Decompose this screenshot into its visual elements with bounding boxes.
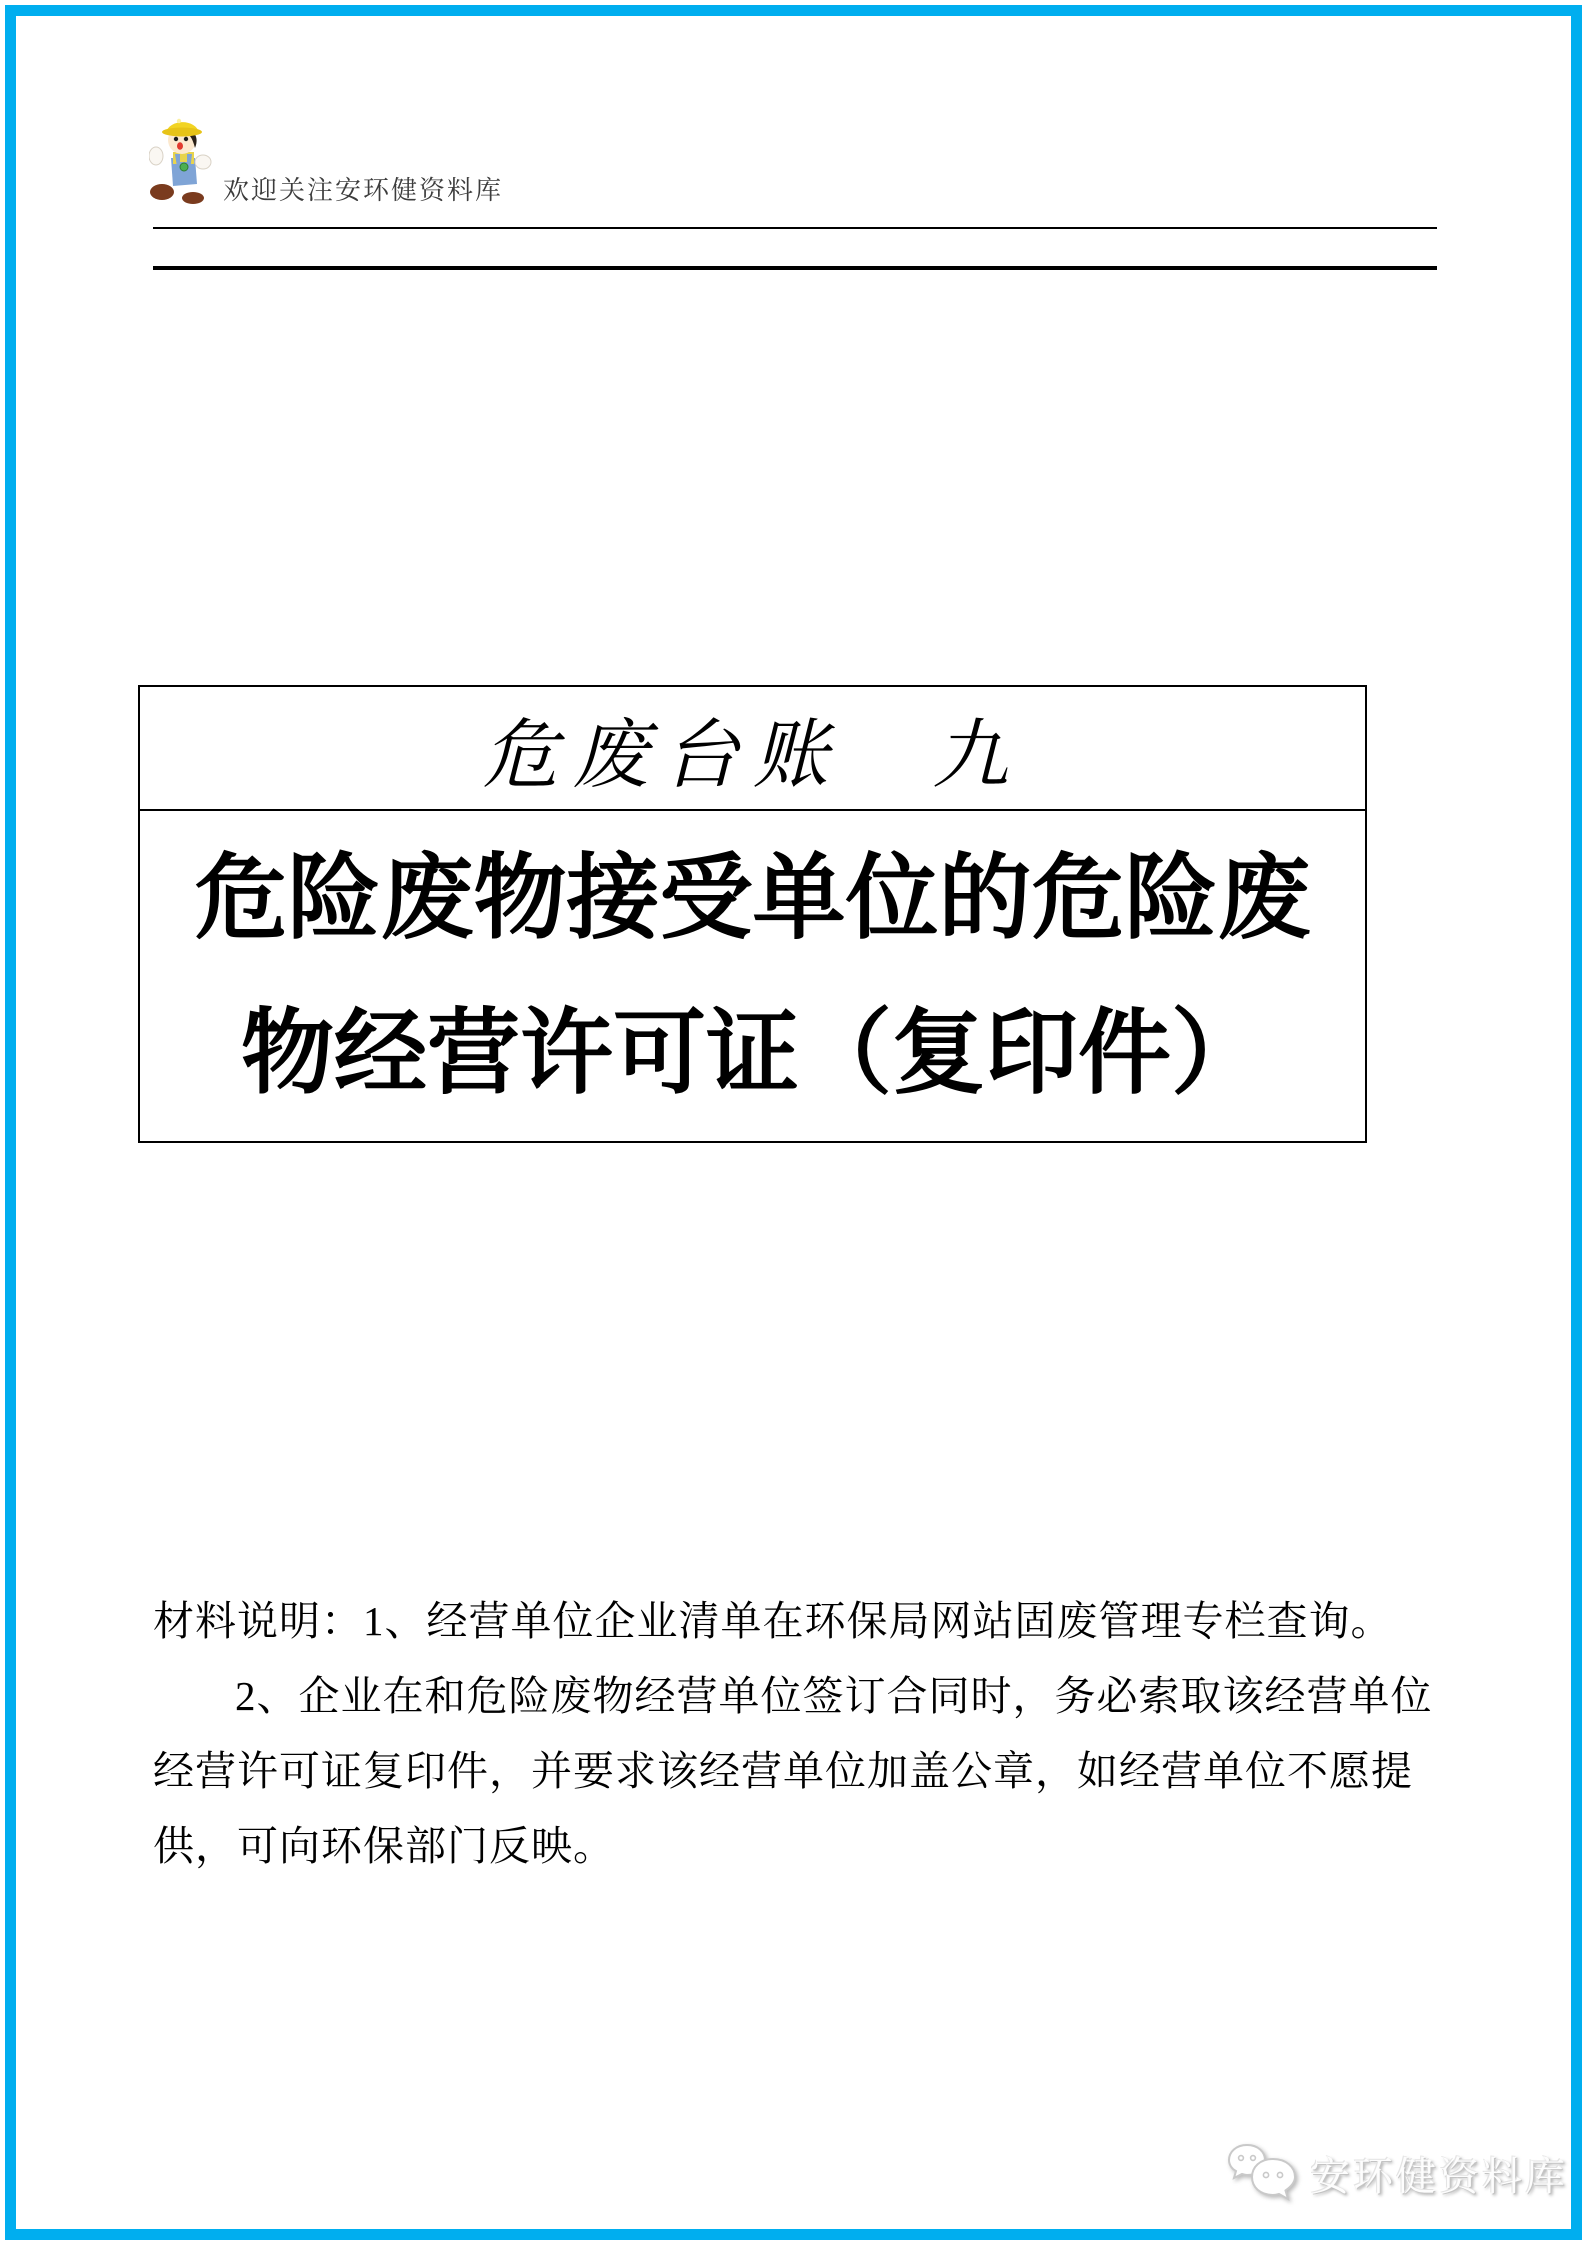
document-title-line2: 物经营许可证（复印件） — [241, 1001, 1264, 1105]
material-note-line: 2、企业在和危险废物经营单位签订合同时，务必索取该经营单位 — [235, 1673, 1433, 1719]
divider-thin-rule — [153, 227, 1437, 229]
document-title — [140, 811, 1365, 1141]
title-box — [138, 685, 1367, 1143]
wechat-bubbles-icon — [1226, 2141, 1298, 2205]
material-note-line: 经营许可证复印件，并要求该经营单位加盖公章，如经营单位不愿提 — [153, 1748, 1413, 1794]
material-note — [153, 1584, 1437, 1884]
safety-worker-mascot-icon — [149, 110, 213, 204]
watermark-text: 安环健资料库 — [1310, 2153, 1568, 2199]
document-title-line1: 危险废物接受单位的危险废 — [194, 846, 1311, 950]
material-note-line: 供，可向环保部门反映。 — [153, 1823, 615, 1869]
welcome-banner-text: 欢迎关注安环健资料库 — [223, 176, 504, 205]
divider-thick-rule — [153, 266, 1437, 270]
material-note-line: 材料说明：1、经营单位企业清单在环保局网站固废管理专栏查询。 — [153, 1598, 1393, 1644]
watermark — [1226, 2140, 1568, 2206]
ledger-label: 危废台账 九 — [140, 687, 1365, 811]
